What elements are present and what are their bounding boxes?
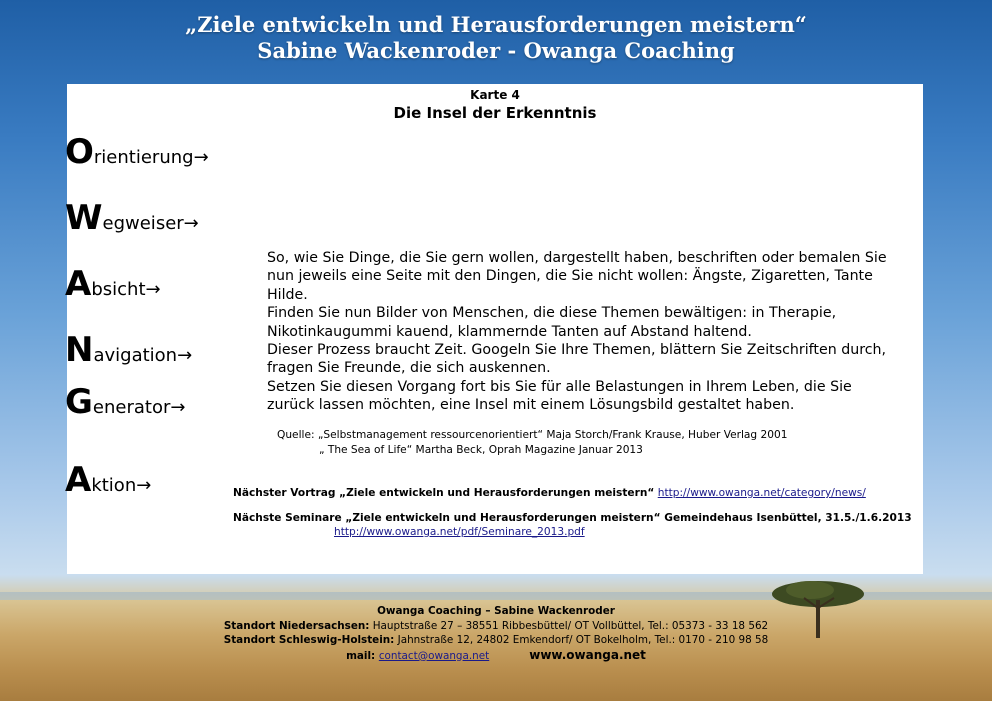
acronym-word: bsicht→ [91,279,161,300]
acronym-navigation [65,330,192,370]
source-line: „ The Sea of Life“ Martha Beck, Oprah Magazine Januar 2013 [319,444,643,456]
header-subtitle: Sabine Wackenroder - Owanga Coaching [257,38,735,63]
content-card [67,84,923,574]
acronym-word: ktion→ [91,475,152,496]
mail-link[interactable]: contact@owanga.net [378,649,490,662]
acronym-absicht [65,264,161,304]
card-title: Die Insel der Erkenntnis [393,104,597,122]
footer-contact [0,648,992,664]
header-title: „Ziele entwickeln und Herausforderungen meistern“ [185,12,807,37]
site-address: Jahnstraße 12, 24802 Emkendorf/ OT Bokelholm, Tel.: 0170 - 210 98 58 [394,634,769,646]
acronym-letter: W [65,198,103,238]
next-seminar [233,512,912,524]
footer-site-1 [0,619,992,634]
site-address: Hauptstraße 27 – 38551 Ribbesbüttel/ OT Vollbüttel, Tel.: 05373 - 33 18 562 [369,619,769,632]
next-seminar-link-row [334,526,585,538]
card-number: Karte 4 [470,88,520,102]
page-footer [0,604,992,663]
acronym-wegweiser [65,198,199,238]
acronym-word: egweiser→ [102,213,199,234]
acronym-orientierung [65,132,209,172]
acronym-letter: A [65,264,92,304]
site-label: Standort Niedersachsen: [223,619,370,632]
next-talk-link[interactable]: http://www.owanga.net/category/news/ [657,487,866,499]
website-text: www.owanga.net [529,647,646,662]
paragraph: Dieser Prozess braucht Zeit. Googeln Sie Ihre Themen, blättern Sie Zeitschriften durch, fragen Sie Freunde, die sich auskennen. [267,342,887,377]
acronym-aktion [65,460,151,500]
site-label: Standort Schleswig-Holstein: [223,634,395,646]
acronym-letter: G [65,382,93,422]
footer-site-2 [0,633,992,648]
paragraph: So, wie Sie Dinge, die Sie gern wollen, dargestellt haben, beschriften oder bemalen Sie nun jeweils eine Seite mit den Dingen, die Sie nicht wollen: Ängste, Zigaretten, Tante Hilde. [267,250,887,303]
footer-name: Owanga Coaching – Sabine Wackenroder [377,605,615,617]
instruction-text [267,249,897,415]
next-seminar-link[interactable]: http://www.owanga.net/pdf/Seminare_2013.pdf [334,526,585,538]
next-talk-label: Nächster Vortrag „Ziele entwickeln und Herausforderungen meistern“ [233,487,655,499]
source-line: Quelle: „Selbstmanagement ressourcenorientiert“ Maja Storch/Frank Krause, Huber Verlag 2001 [277,429,788,441]
acronym-word: rientierung→ [93,147,209,168]
acronym-word: avigation→ [93,345,193,366]
acronym-letter: A [65,460,92,500]
acronym-letter: N [65,330,94,370]
next-talk [233,487,866,499]
acronym-letter: O [65,132,94,172]
paragraph: Setzen Sie diesen Vorgang fort bis Sie für alle Belastungen in Ihrem Leben, die Sie zurück lassen möchten, eine Insel mit einem Lösungsbild gestaltet haben. [267,378,852,414]
page-header [0,12,992,64]
next-seminar-label: Nächste Seminare „Ziele entwickeln und Herausforderungen meistern“ Gemeindehaus Isenbüttel, 31.5./1.6.2013 [233,512,912,524]
paragraph: Finden Sie nun Bilder von Menschen, die diese Themen bewältigen: in Therapie, Nikotinkaugummi kauend, klammernde Tanten auf Abstand haltend. [267,305,837,340]
source-references [277,428,897,458]
acronym-word: enerator→ [92,397,186,418]
acronym-generator [65,382,185,422]
mail-label: mail: [346,649,379,662]
